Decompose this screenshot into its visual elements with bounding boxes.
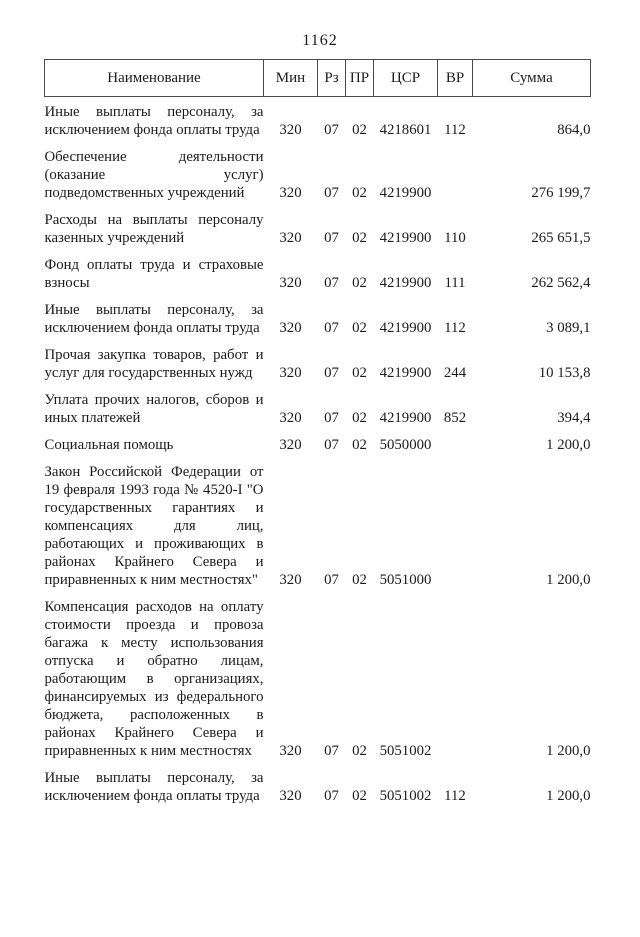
table-row bbox=[45, 765, 591, 810]
cell-min: 320 bbox=[279, 572, 302, 588]
cell-sum: 3 089,1 bbox=[546, 320, 591, 336]
cell-pr: 02 bbox=[352, 365, 367, 381]
cell-csr: 4219900 bbox=[379, 320, 432, 336]
cell-rz: 07 bbox=[324, 365, 339, 381]
column-header-rz: Рз bbox=[318, 60, 346, 97]
cell-pr: 02 bbox=[352, 572, 367, 588]
cell-vr: 244 bbox=[443, 365, 467, 381]
cell-sum: 265 651,5 bbox=[531, 230, 591, 246]
cell-vr: 112 bbox=[444, 788, 466, 804]
cell-csr: 4219900 bbox=[379, 365, 432, 381]
table-row bbox=[45, 97, 591, 145]
cell-pr: 02 bbox=[352, 185, 367, 201]
cell-vr: 110 bbox=[444, 230, 466, 246]
cell-csr: 4219900 bbox=[379, 410, 432, 426]
cell-min: 320 bbox=[279, 365, 302, 381]
cell-vr bbox=[438, 144, 473, 207]
cell-csr: 4219900 bbox=[379, 230, 432, 246]
cell-min: 320 bbox=[279, 743, 302, 759]
cell-sum: 1 200,0 bbox=[546, 743, 591, 759]
table-row bbox=[45, 342, 591, 387]
table-row bbox=[45, 594, 591, 765]
cell-rz: 07 bbox=[324, 320, 339, 336]
cell-name: Обеспечение деятельности (оказание услуг) подведомственных учреждений bbox=[44, 149, 264, 201]
table-row bbox=[45, 144, 591, 207]
cell-sum: 394,4 bbox=[557, 410, 591, 426]
cell-vr: 112 bbox=[444, 320, 466, 336]
cell-pr: 02 bbox=[352, 275, 367, 291]
cell-name: Расходы на выплаты персоналу казенных учреждений bbox=[44, 212, 264, 246]
cell-rz: 07 bbox=[324, 410, 339, 426]
cell-pr: 02 bbox=[352, 230, 367, 246]
cell-name: Иные выплаты персоналу, за исключением фонда оплаты труда bbox=[44, 104, 264, 138]
cell-vr: 852 bbox=[443, 410, 467, 426]
column-header-pr: ПР bbox=[346, 60, 374, 97]
cell-min: 320 bbox=[279, 230, 302, 246]
cell-min: 320 bbox=[279, 410, 302, 426]
cell-min: 320 bbox=[279, 122, 302, 138]
column-header-vr: ВР bbox=[438, 60, 473, 97]
cell-vr bbox=[438, 432, 473, 459]
cell-vr: 112 bbox=[444, 122, 466, 138]
cell-sum: 1 200,0 bbox=[546, 437, 591, 453]
cell-sum: 1 200,0 bbox=[546, 788, 591, 804]
cell-min: 320 bbox=[279, 275, 302, 291]
cell-rz: 07 bbox=[324, 788, 339, 804]
cell-min: 320 bbox=[279, 185, 302, 201]
cell-vr bbox=[438, 594, 473, 765]
page bbox=[0, 32, 640, 937]
cell-name: Иные выплаты персоналу, за исключением фонда оплаты труда bbox=[44, 302, 264, 336]
cell-min: 320 bbox=[279, 320, 302, 336]
cell-csr: 4219900 bbox=[379, 275, 432, 291]
scanned-document-page bbox=[0, 32, 640, 937]
table-row bbox=[45, 297, 591, 342]
cell-sum: 10 153,8 bbox=[538, 365, 591, 381]
cell-rz: 07 bbox=[324, 185, 339, 201]
cell-name: Уплата прочих налогов, сборов и иных платежей bbox=[44, 392, 264, 426]
cell-min: 320 bbox=[279, 788, 302, 804]
cell-rz: 07 bbox=[324, 275, 339, 291]
cell-sum: 276 199,7 bbox=[531, 185, 591, 201]
cell-sum: 262 562,4 bbox=[531, 275, 591, 291]
table-row bbox=[45, 387, 591, 432]
cell-rz: 07 bbox=[324, 572, 339, 588]
table-header-row bbox=[45, 60, 591, 97]
cell-csr: 5051002 bbox=[379, 743, 432, 759]
cell-name: Компенсация расходов на оплату стоимости проезда и провоза багажа к месту использования отпуска и обратно лицам, работающим в организациях, финансируемых из федерального бюджета, расположенных в районах Крайнего Севера и приравненных к ним местностях bbox=[44, 599, 264, 759]
cell-sum: 864,0 bbox=[557, 122, 591, 138]
cell-vr bbox=[438, 459, 473, 594]
cell-csr: 5050000 bbox=[379, 437, 432, 453]
cell-pr: 02 bbox=[352, 437, 367, 453]
cell-name: Фонд оплаты труда и страховые взносы bbox=[44, 257, 264, 291]
cell-name: Социальная помощь bbox=[44, 437, 174, 453]
cell-pr: 02 bbox=[352, 122, 367, 138]
cell-pr: 02 bbox=[352, 743, 367, 759]
cell-rz: 07 bbox=[324, 437, 339, 453]
cell-csr: 5051002 bbox=[379, 788, 432, 804]
cell-rz: 07 bbox=[324, 230, 339, 246]
table-body bbox=[45, 97, 591, 811]
cell-rz: 07 bbox=[324, 743, 339, 759]
cell-csr: 4218601 bbox=[379, 122, 432, 138]
budget-table bbox=[44, 59, 591, 810]
cell-name: Прочая закупка товаров, работ и услуг для государственных нужд bbox=[44, 347, 264, 381]
cell-min: 320 bbox=[279, 437, 302, 453]
cell-pr: 02 bbox=[352, 788, 367, 804]
table-row bbox=[45, 207, 591, 252]
cell-name: Иные выплаты персоналу, за исключением фонда оплаты труда bbox=[44, 770, 264, 804]
column-header-sum: Сумма bbox=[473, 60, 591, 97]
column-header-min: Мин bbox=[264, 60, 318, 97]
cell-sum: 1 200,0 bbox=[546, 572, 591, 588]
cell-vr: 111 bbox=[444, 275, 466, 291]
column-header-name: Наименование bbox=[45, 60, 264, 97]
cell-pr: 02 bbox=[352, 320, 367, 336]
table-row bbox=[45, 252, 591, 297]
cell-csr: 4219900 bbox=[379, 185, 432, 201]
table-row bbox=[45, 432, 591, 459]
cell-name: Закон Российской Федерации от 19 февраля 1993 года № 4520-I "О государственных гарантиях и компенсациях для лиц, работающих и проживающих в районах Крайнего Севера и приравненных к ним местностях" bbox=[44, 464, 264, 588]
cell-csr: 5051000 bbox=[379, 572, 432, 588]
cell-pr: 02 bbox=[352, 410, 367, 426]
cell-rz: 07 bbox=[324, 122, 339, 138]
column-header-csr: ЦСР bbox=[374, 60, 438, 97]
table-row bbox=[45, 459, 591, 594]
page-number: 1162 bbox=[302, 32, 338, 49]
